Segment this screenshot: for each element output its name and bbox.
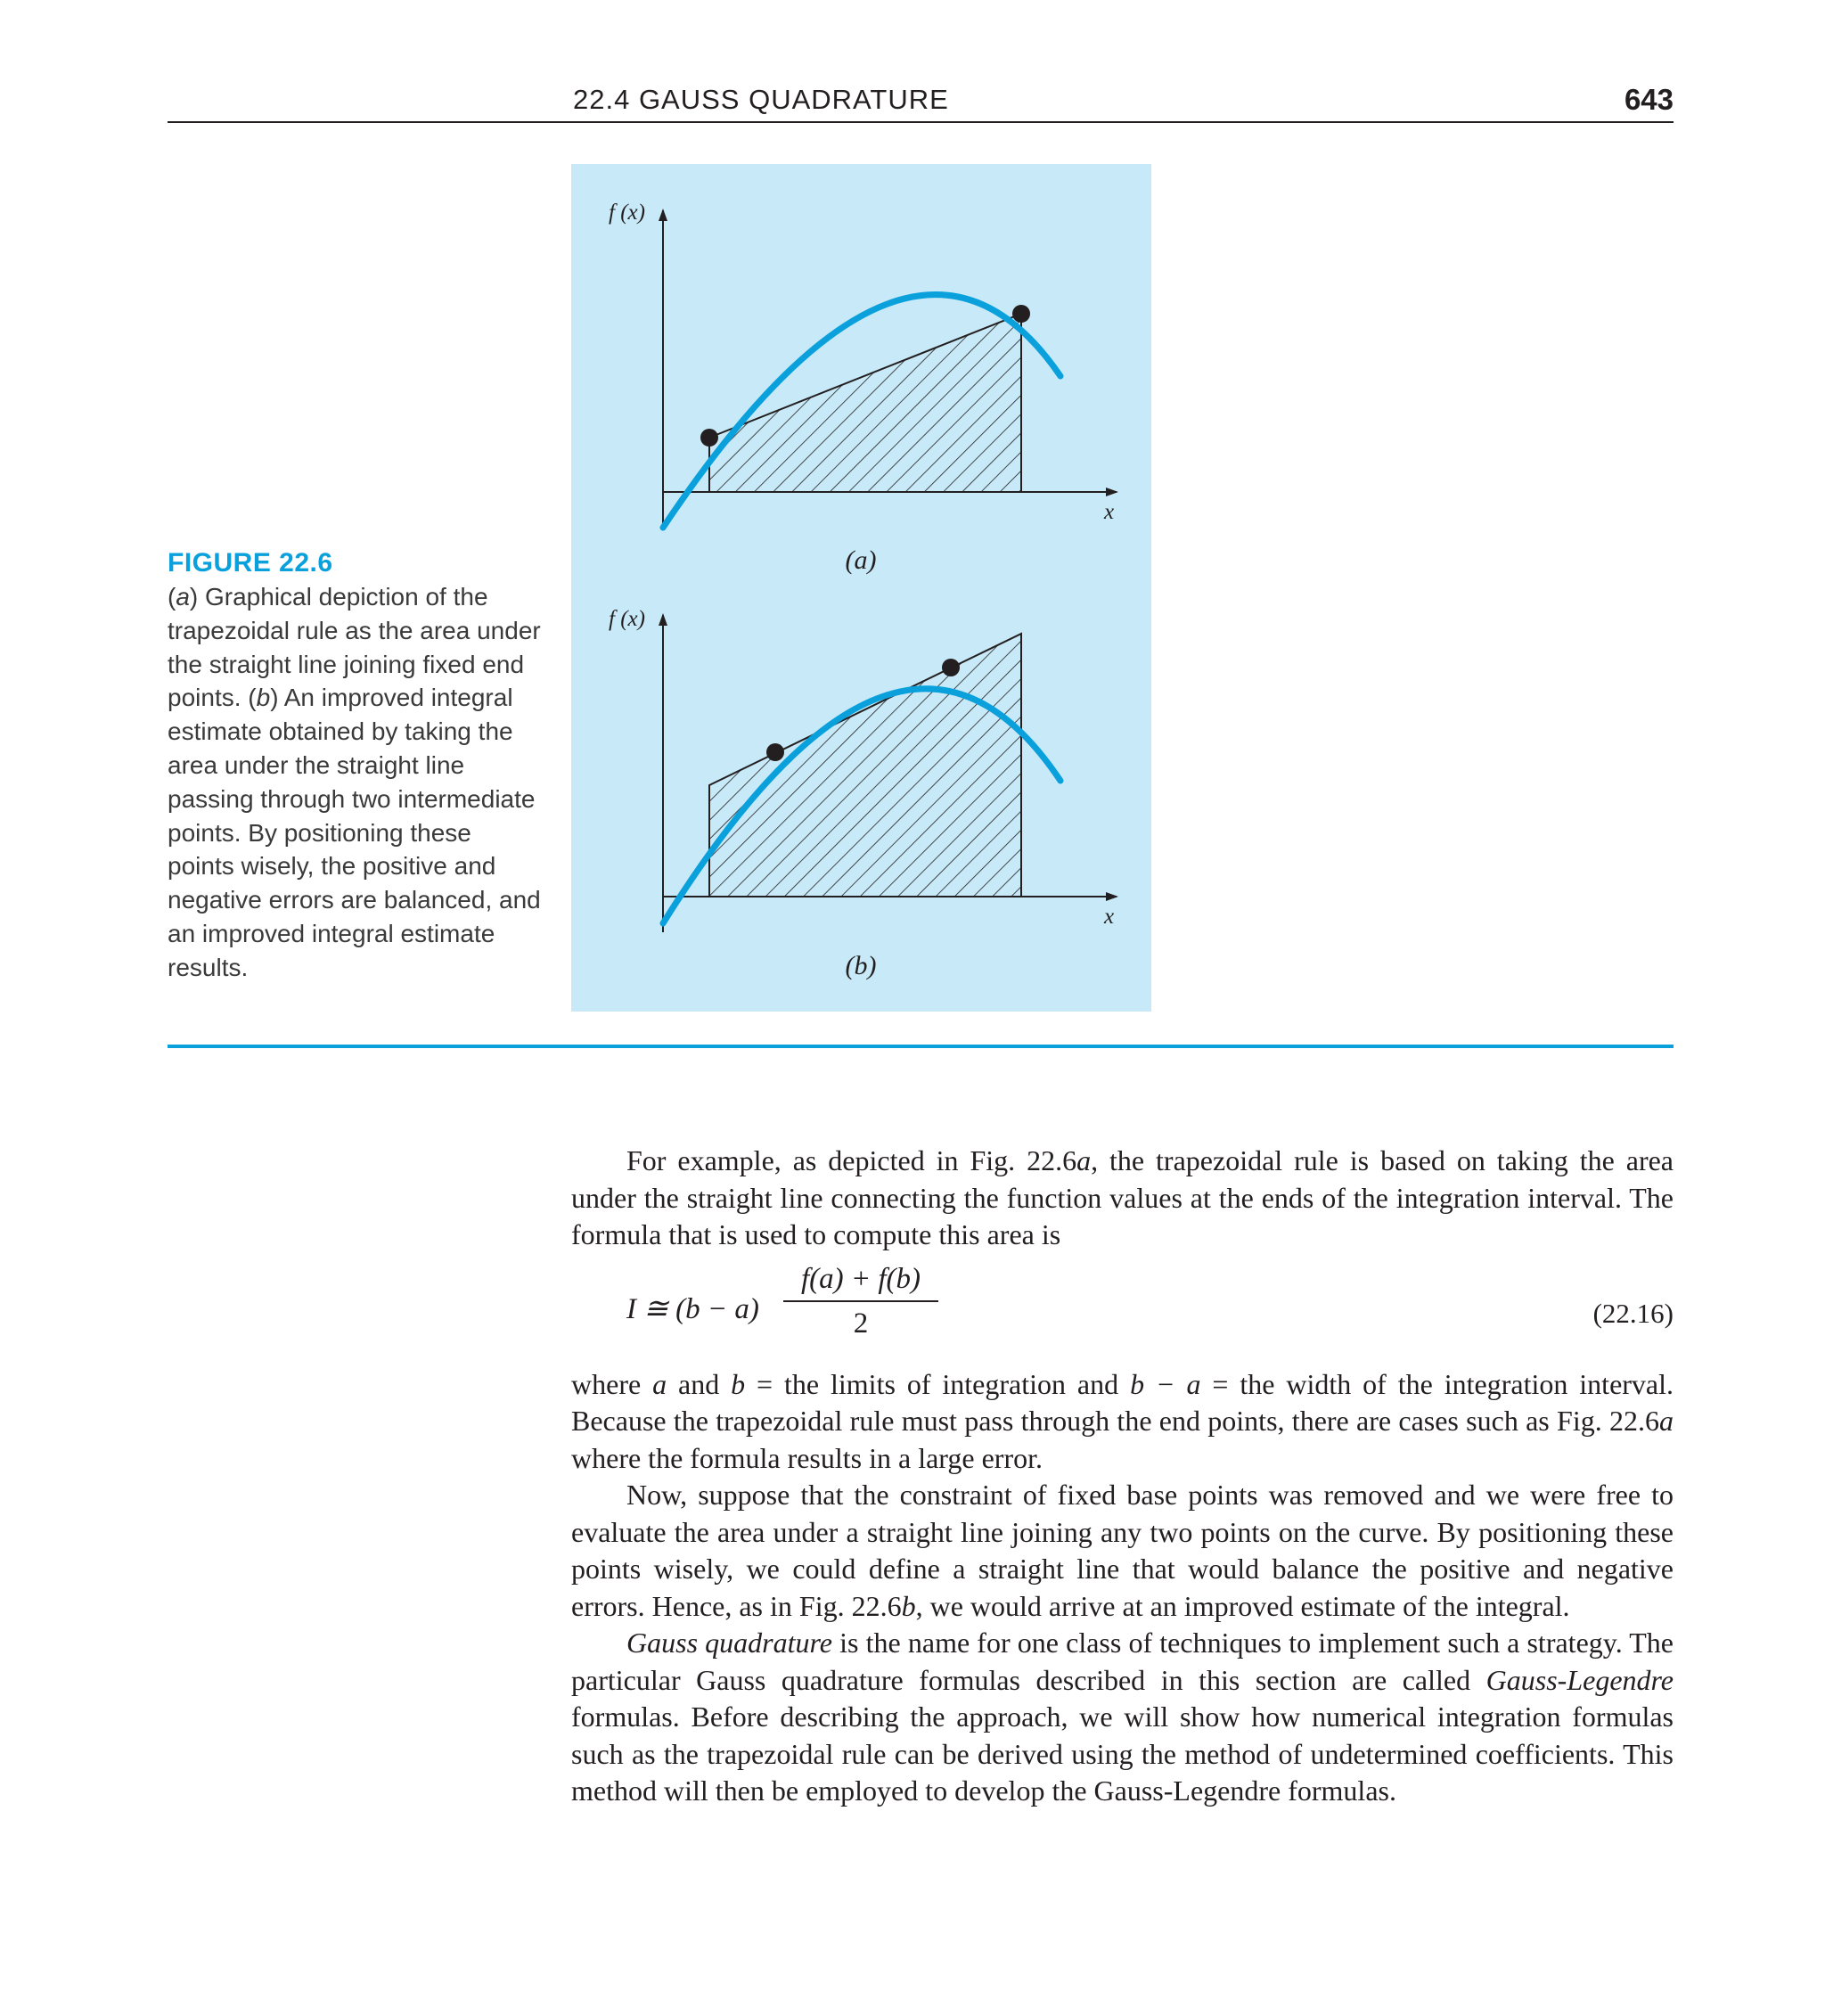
text-run: , we would arrive at an improved estimate of the integral. — [915, 1589, 1570, 1622]
trapezoid-b — [709, 634, 1021, 897]
caption-text — [168, 580, 542, 985]
panel-b — [609, 607, 1117, 980]
running-head — [168, 84, 1674, 123]
text-run: is the name for one class of techniques to implement such a strategy. The particular Gauss quadrature formulas described in this section are called — [571, 1627, 1674, 1696]
equation-numerator: f(a) + f(b) — [783, 1261, 938, 1303]
equation-denominator: 2 — [853, 1307, 869, 1340]
italic-run: b — [901, 1589, 916, 1622]
figure-panel — [571, 164, 1151, 1012]
italic-run: a — [1076, 1144, 1092, 1176]
panel-a — [609, 201, 1117, 575]
paragraph-2 — [571, 1366, 1674, 1478]
text-run: Now, suppose that the constraint of fixed base points was removed and we were free to evaluate the area under a straight line joining any two points on the curve. By positioning these points wisely, we could define a straight line that would balance the positive and negative errors. Hence, as in Fig. 22.6 — [571, 1479, 1674, 1622]
caption-part: ) Graphical depiction of the trapezoidal rule as the area under the straight line joining fixed end points. ( — [168, 583, 541, 712]
italic-run: Gauss quadrature — [626, 1627, 832, 1659]
italic-run: a — [1659, 1405, 1674, 1437]
paragraph-4 — [571, 1625, 1674, 1810]
text-run: where the formula results in a large error. — [571, 1441, 1043, 1474]
figure-label: FIGURE 22.6 — [168, 548, 333, 578]
point-b2 — [942, 659, 960, 676]
equation-number: (22.16) — [1592, 1297, 1674, 1329]
section-title: 22.4 GAUSS QUADRATURE — [573, 84, 949, 115]
paragraph-1 — [571, 1143, 1674, 1254]
point-b1 — [766, 743, 784, 761]
italic-run: b — [731, 1367, 746, 1400]
page-number: 643 — [1624, 83, 1674, 116]
equation-22-16 — [571, 1259, 1674, 1359]
caption-part: ) An improved integral estimate obtained by taking the area under the straight line passing through two intermediate points. By positioning these points wisely, the positive and negative errors are balanced, and an improved integral estimate results. — [168, 684, 541, 981]
italic-run: b − a — [1130, 1367, 1201, 1400]
figure-graphic — [571, 164, 1151, 1012]
paragraph-3 — [571, 1477, 1674, 1625]
text-run: = the limits of integration and — [745, 1367, 1131, 1400]
text-run: formulas. Before describing the approach, we will show how numerical integration formulas such as the trapezoidal rule can be derived using the method of undetermined coefficients. This method will then be employed to develop the Gauss-Legendre formulas. — [571, 1700, 1674, 1807]
text-run: and — [667, 1367, 732, 1400]
text-run: where — [571, 1367, 653, 1400]
ylabel-a: f (x) — [609, 201, 645, 225]
xlabel-a: x — [1104, 500, 1115, 524]
caption-italic-a: a — [176, 583, 190, 611]
italic-run: Gauss-Legendre — [1485, 1663, 1674, 1696]
sublabel-b: (b) — [845, 951, 877, 980]
equation-fraction — [783, 1261, 938, 1343]
xlabel-b: x — [1104, 905, 1115, 929]
caption-italic-b: b — [256, 684, 271, 712]
equation-lhs — [626, 1291, 759, 1329]
caption-part: ( — [168, 583, 176, 611]
ylabel-b: f (x) — [609, 607, 645, 631]
sublabel-a: (a) — [845, 545, 877, 575]
body-text — [571, 1143, 1674, 1810]
point-a2 — [1012, 305, 1030, 323]
point-a1 — [700, 429, 718, 447]
figure-caption — [168, 546, 542, 985]
italic-run: a — [652, 1367, 667, 1400]
figure-bottom-rule — [168, 1045, 1674, 1048]
text-run: For example, as depicted in Fig. 22.6 — [626, 1144, 1077, 1176]
text-run: = the width of the integration interval. Because the trapezoidal rule must pass through the end points, there are cases such as Fig. 22.6 — [571, 1367, 1674, 1437]
equation-lhs-text: I ≅ (b − a) — [626, 1292, 759, 1325]
text-run: , the trapezoidal rule is based on taking the area under the straight line connecting the function values at the ends of the integration interval. The formula that is used to compute this area is — [571, 1144, 1674, 1250]
